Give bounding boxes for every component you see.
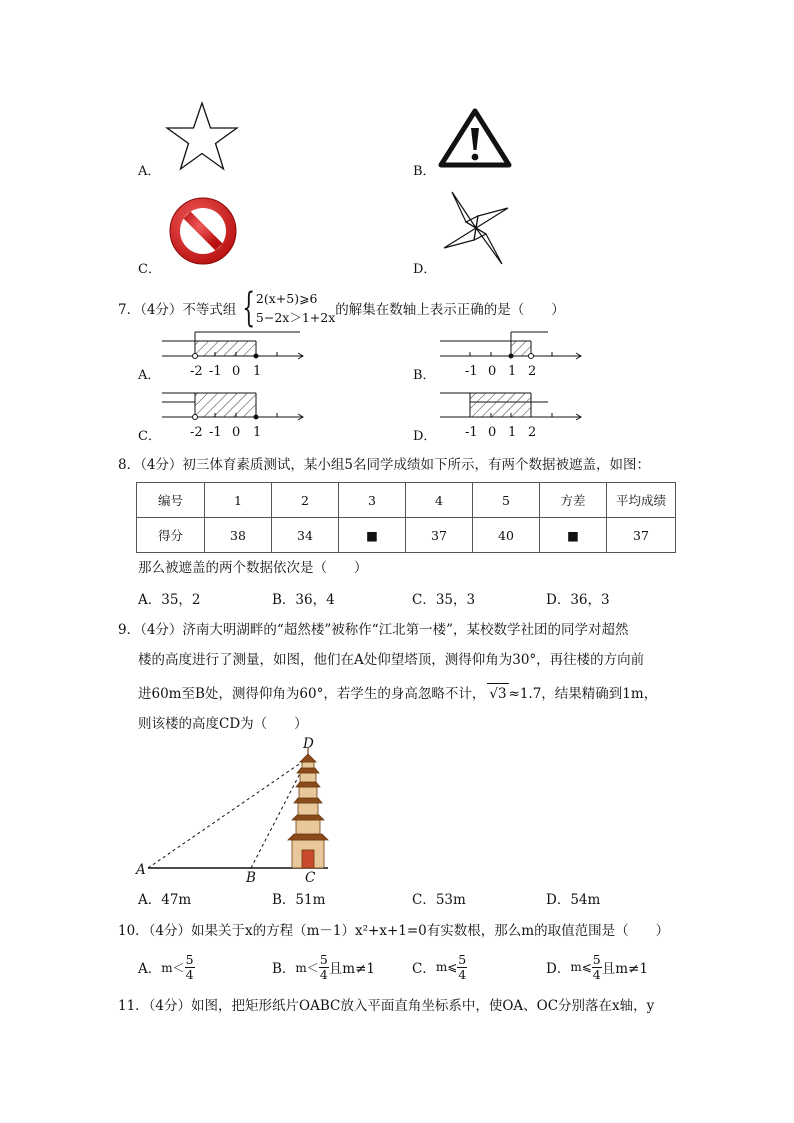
q10-option-a[interactable] — [138, 950, 195, 984]
prohibition-sign-icon — [168, 196, 238, 266]
tick-label: 0 — [488, 364, 497, 379]
q8-option-c[interactable]: C．35，3 — [412, 592, 476, 608]
tick-label: -1 — [465, 425, 478, 440]
option-relation: m⩽ — [570, 960, 592, 974]
option-label: B． — [272, 961, 296, 977]
question-10-stem: 10．（4分）如果关于x的方程（m－1）x²+x+1=0有实数根，那么m的取值范围是（ ） — [118, 923, 670, 939]
warning-triangle-icon — [438, 108, 512, 168]
fraction — [319, 953, 329, 982]
tick-label: 0 — [488, 425, 497, 440]
option-relation: m⩽ — [435, 960, 458, 974]
option-condition: 且m≠1 — [601, 961, 648, 977]
table-cell: 编号 — [137, 483, 205, 518]
question-8-stem: 8．（4分）初三体育素质测试，某小组5名同学成绩如下所示，有两个数据被遮盖，如图： — [118, 457, 651, 473]
fraction-numerator: 5 — [185, 951, 194, 967]
q6-option-c-label[interactable]: C． — [138, 262, 161, 277]
table-row — [137, 518, 676, 553]
question-9-line-3a: 进60m至B处，测得仰角为60°，若学生的身高忽略不计， — [138, 686, 486, 702]
table-cell: 得分 — [137, 518, 205, 553]
question-7-prefix: 7．（4分）不等式组 — [118, 302, 237, 318]
question-9-line-1: 9．（4分）济南大明湖畔的“超然楼”被称作“江北第一楼”，某校数学社团的同学对超然 — [118, 622, 629, 638]
tick-label: 1 — [253, 364, 262, 379]
table-cell: 5 — [473, 483, 540, 518]
tick-label: 0 — [232, 425, 241, 440]
q8-option-b[interactable]: B．36，4 — [272, 592, 335, 608]
fraction-denominator: 4 — [185, 966, 194, 982]
tick-label: 0 — [232, 364, 241, 379]
fraction-numerator: 5 — [319, 951, 328, 967]
number-line-option-b[interactable] — [438, 330, 588, 362]
fraction-numerator: 5 — [592, 951, 601, 967]
tick-label: 1 — [253, 425, 262, 440]
question-7-suffix: 的解集在数轴上表示正确的是（ ） — [335, 302, 565, 318]
q7-option-d-label[interactable]: D． — [413, 429, 437, 444]
q7-option-b-label[interactable]: B． — [413, 368, 436, 383]
tower-diagram — [138, 740, 338, 870]
tick-label: 1 — [508, 425, 517, 440]
q6-option-b-label[interactable]: B． — [413, 164, 436, 179]
sqrt-expression: √3 — [487, 683, 508, 704]
question-9-line-3 — [138, 683, 657, 704]
q8-option-d[interactable]: D．36，3 — [546, 592, 610, 608]
point-d-label: D — [303, 736, 314, 752]
q9-option-c[interactable]: C．53m — [412, 892, 466, 908]
q7-option-c-label[interactable]: C． — [138, 429, 161, 444]
question-11-stem: 11．（4分）如图，把矩形纸片OABC放入平面直角坐标系中，使OA、OC分别落在x轴，y — [118, 998, 655, 1014]
covered-cell: ■ — [339, 518, 406, 553]
sqrt-radicand: 3 — [497, 686, 507, 702]
option-relation: m＜ — [161, 960, 185, 975]
table-cell: 3 — [339, 483, 406, 518]
q6-option-a-label[interactable]: A． — [138, 164, 161, 179]
table-cell: 1 — [205, 483, 272, 518]
fraction — [457, 953, 467, 982]
inequality-line-2: 5−2x＞1+2x — [255, 310, 336, 325]
question-7-stem — [118, 285, 565, 331]
tick-label: -2 — [190, 425, 203, 440]
table-cell: 34 — [272, 518, 339, 553]
option-relation: m＜ — [295, 960, 319, 975]
number-line-option-d[interactable] — [438, 391, 588, 423]
table-cell: 平均成绩 — [607, 483, 676, 518]
fraction-denominator: 4 — [458, 966, 467, 982]
point-c-label: C — [305, 870, 316, 886]
option-label: C． — [412, 961, 436, 977]
table-cell: 方差 — [540, 483, 607, 518]
q10-option-b[interactable] — [272, 950, 375, 984]
fraction-denominator: 4 — [592, 966, 601, 982]
inequality-line-1: 2(x+5)⩾6 — [255, 291, 318, 306]
number-line-option-c[interactable] — [160, 391, 310, 423]
tick-label: 2 — [528, 425, 537, 440]
tick-label: -1 — [209, 364, 222, 379]
option-label: A． — [138, 961, 162, 977]
q8-option-a[interactable]: A．35，2 — [138, 592, 201, 608]
fraction-numerator: 5 — [458, 951, 467, 967]
q10-option-d[interactable] — [546, 950, 648, 984]
question-9-line-3b: ≈1.7，结果精确到1m， — [508, 686, 658, 702]
fraction-denominator: 4 — [319, 966, 328, 982]
question-9-line-4: 则该楼的高度CD为（ ） — [138, 716, 308, 732]
tick-label: -2 — [190, 364, 203, 379]
point-a-label: A — [136, 862, 146, 878]
option-condition: 且m≠1 — [328, 961, 375, 977]
q6-option-d-label[interactable]: D． — [413, 262, 437, 277]
star-outline-icon — [165, 100, 239, 172]
q9-option-d[interactable]: D．54m — [546, 892, 601, 908]
question-9-line-2: 楼的高度进行了测量，如图，他们在A处仰望塔顶，测得仰角为30°，再往楼的方向前 — [138, 652, 645, 668]
table-cell: 4 — [406, 483, 473, 518]
system-brace: { — [242, 285, 256, 331]
point-b-label: B — [246, 870, 256, 886]
number-line-option-a[interactable] — [160, 330, 310, 362]
tick-label: 2 — [528, 364, 537, 379]
fraction — [592, 953, 602, 982]
option-label: D． — [546, 961, 571, 977]
q7-option-a-label[interactable]: A． — [138, 368, 161, 383]
tick-label: -1 — [465, 364, 478, 379]
table-cell: 2 — [272, 483, 339, 518]
pinwheel-icon — [442, 190, 510, 266]
q9-option-a[interactable]: A．47m — [138, 892, 192, 908]
score-table — [136, 482, 676, 553]
table-cell: 37 — [406, 518, 473, 553]
table-cell: 37 — [607, 518, 676, 553]
table-cell: 40 — [473, 518, 540, 553]
inequality-system — [256, 289, 335, 327]
table-header-row — [137, 483, 676, 518]
tick-label: -1 — [209, 425, 222, 440]
covered-cell: ■ — [540, 518, 607, 553]
fraction — [185, 953, 195, 982]
table-cell: 38 — [205, 518, 272, 553]
question-8-prompt: 那么被遮盖的两个数据依次是（ ） — [138, 560, 368, 576]
tick-label: 1 — [508, 364, 517, 379]
q10-option-c[interactable] — [412, 950, 467, 984]
q9-option-b[interactable]: B．51m — [272, 892, 326, 908]
